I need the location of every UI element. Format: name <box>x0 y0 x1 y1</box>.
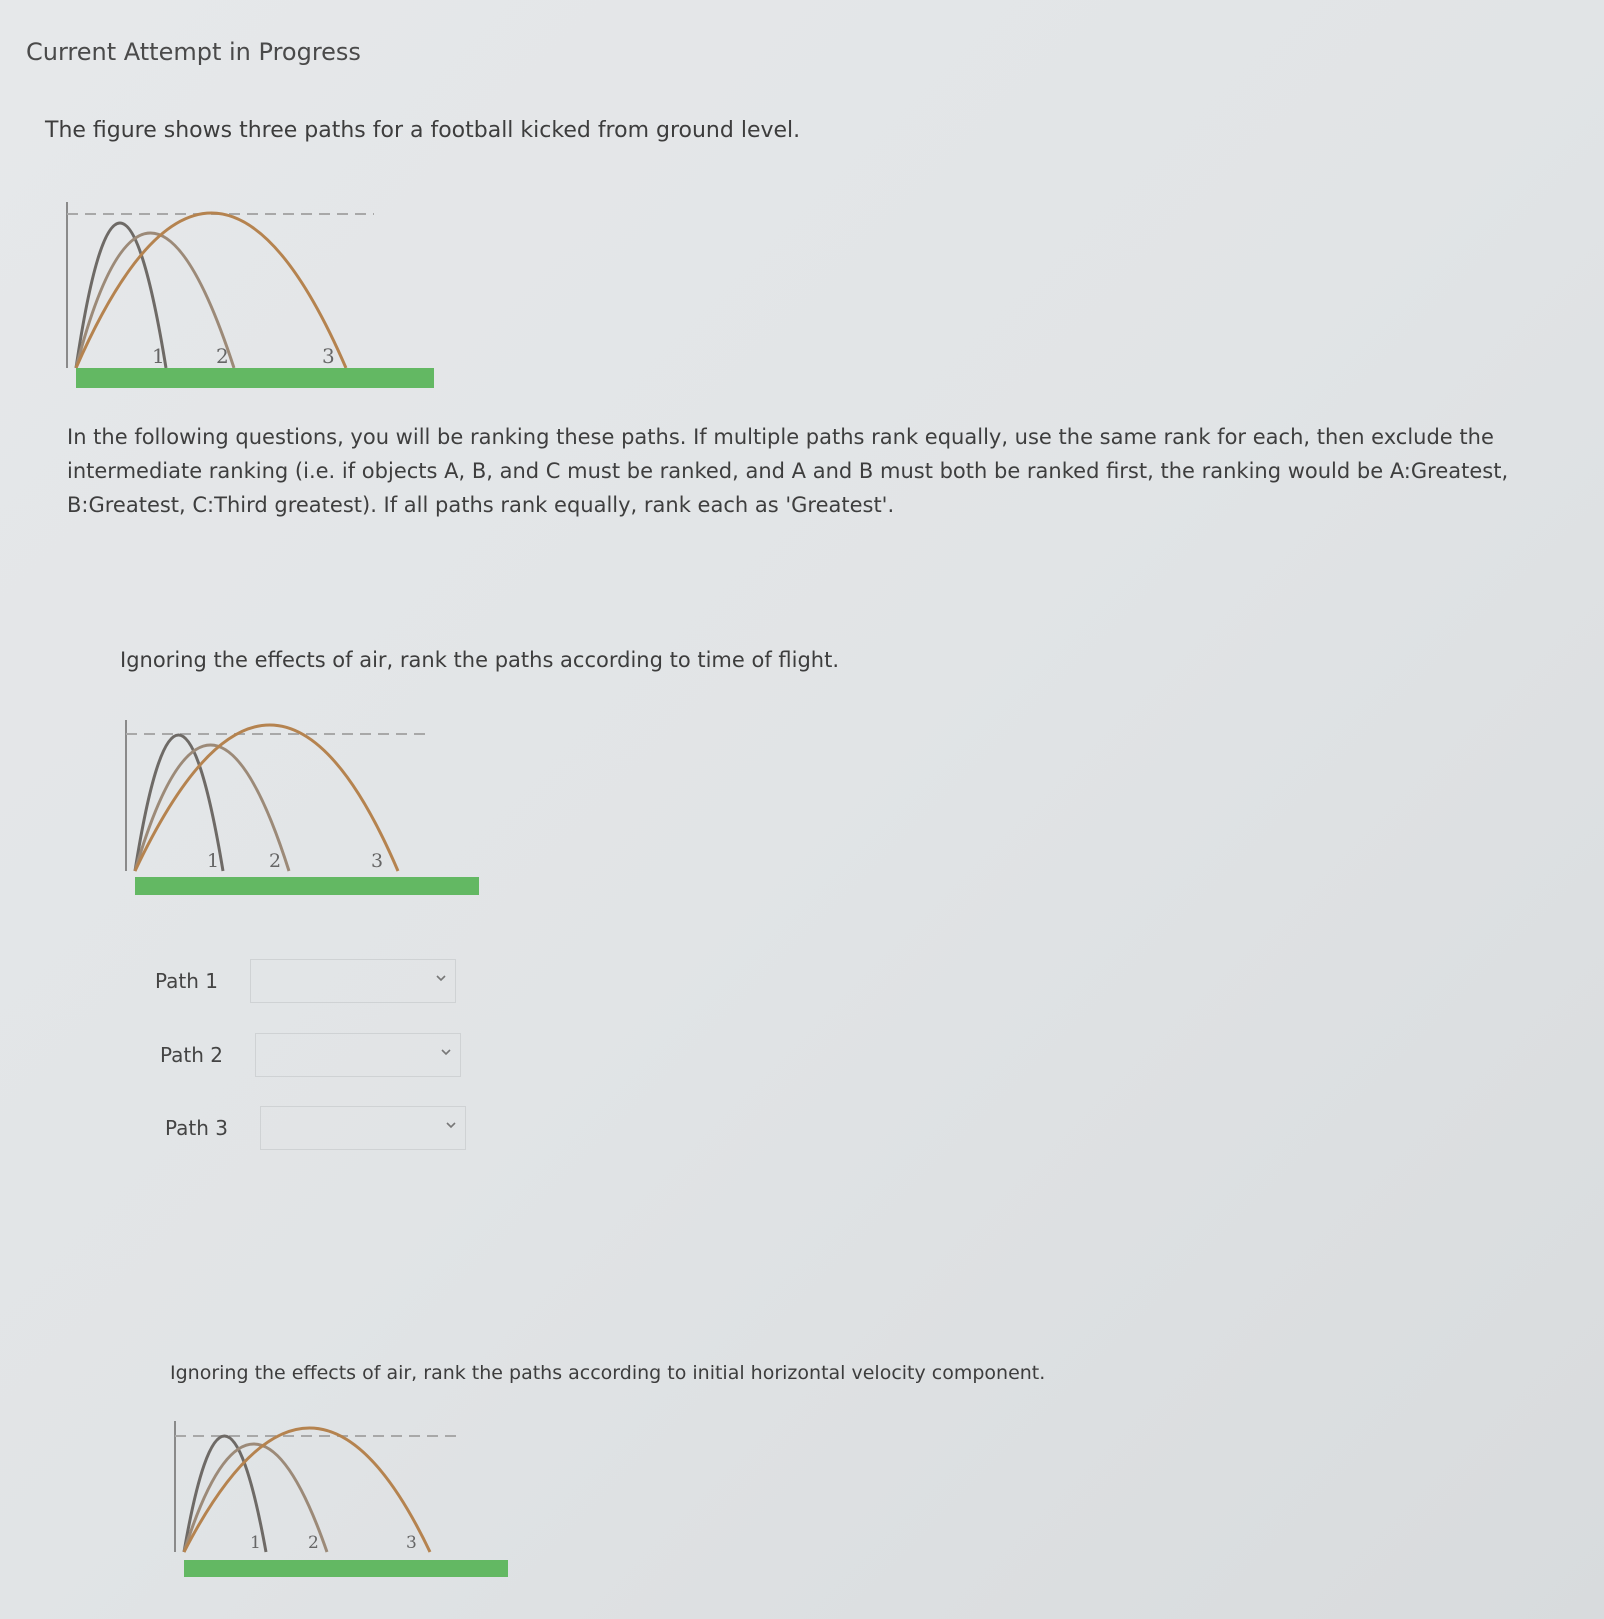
path-1-rank-dropdown[interactable] <box>250 959 456 1003</box>
path-1-label: 1 <box>250 1533 261 1553</box>
path-2-label: 2 <box>308 1533 319 1553</box>
chevron-down-icon <box>445 1119 457 1131</box>
trajectory-figure <box>64 196 448 400</box>
attempt-status-title: Current Attempt in Progress <box>26 38 361 66</box>
problem-intro: The figure shows three paths for a football kicked from ground level. <box>45 118 801 143</box>
path-1-label: 1 <box>207 850 220 872</box>
path-1-rank-label: Path 1 <box>155 969 219 993</box>
path-2-label: 2 <box>216 344 229 368</box>
path-2-label: 2 <box>269 850 282 872</box>
chevron-down-icon <box>435 972 447 984</box>
ground <box>76 368 434 388</box>
path-3-curve <box>184 1428 430 1552</box>
path-3-label: 3 <box>406 1533 417 1553</box>
ground <box>184 1560 508 1577</box>
path-2-rank-label: Path 2 <box>160 1043 224 1067</box>
question-1-trajectory-figure <box>123 716 493 900</box>
path-1-label: 1 <box>152 344 165 368</box>
ground <box>135 877 479 895</box>
rank-row-path-2 <box>160 1033 480 1079</box>
ranking-instructions: In the following questions, you will be ranking these paths. If multiple paths rank equally, use the same rank for each, then exclude the intermediate ranking (i.e. if objects A, B, and C must be ranked, and A and B must both be ranked first, the ranking would be A:Greatest, B:Greatest, C:Third greatest). If all paths rank equally, rank each as 'Greatest'. <box>67 425 1509 517</box>
path-3-curve <box>135 725 398 871</box>
question-2-trajectory-figure <box>172 1418 512 1582</box>
path-3-rank-dropdown[interactable] <box>260 1106 466 1150</box>
path-3-curve <box>76 213 346 368</box>
path-3-rank-label: Path 3 <box>165 1116 229 1140</box>
path-3-label: 3 <box>322 344 335 368</box>
rank-row-path-1 <box>155 959 475 1005</box>
rank-row-path-3 <box>165 1106 485 1152</box>
question-2-prompt: Ignoring the effects of air, rank the paths according to initial horizontal velocity component. <box>170 1362 1046 1384</box>
chevron-down-icon <box>440 1046 452 1058</box>
path-2-rank-dropdown[interactable] <box>255 1033 461 1077</box>
question-1-prompt: Ignoring the effects of air, rank the paths according to time of flight. <box>120 648 840 672</box>
path-3-label: 3 <box>371 850 384 872</box>
